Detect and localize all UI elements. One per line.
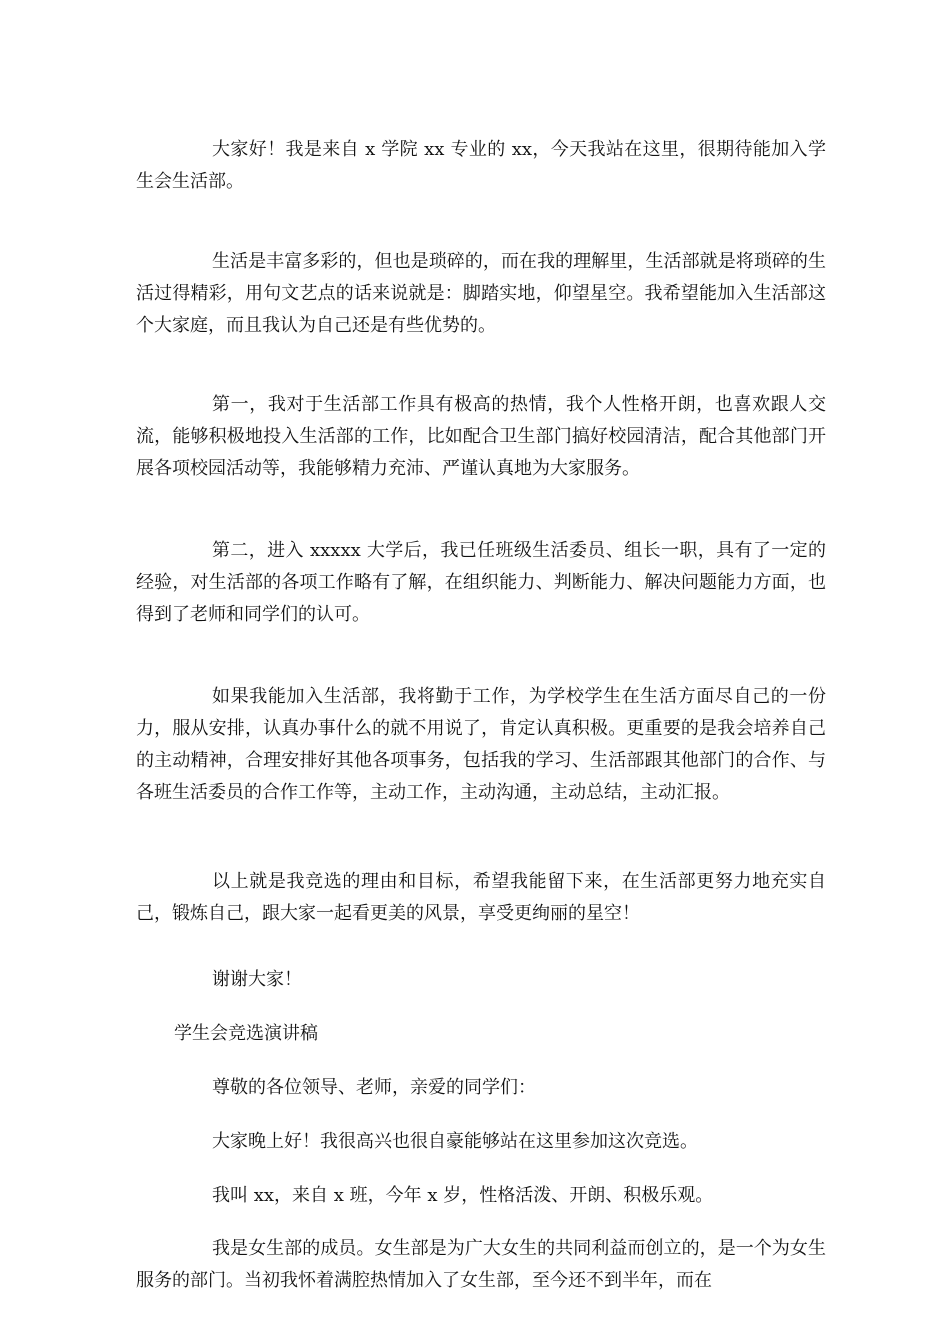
paragraph-department: 我是女生部的成员。女生部是为广大女生的共同利益而创立的，是一个为女生服务的部门。当初我怀着满腔热情加入了女生部，至今还不到半年，而在 [136, 1238, 826, 1291]
paragraph-commitment: 如果我能加入生活部，我将勤于工作，为学校学生在生活方面尽自己的一份力，服从安排，认真办事什么的就不用说了，肯定认真积极。更重要的是我会培养自己的主动精神，合理安排好其他各项事务，包括我的学习、生活部跟其他部门的合作、与各班生活委员的合作工作等，主动工作，主动沟通，主动总结，主动汇报。 [136, 686, 826, 803]
paragraph-life-view: 生活是丰富多彩的，但也是琐碎的，而在我的理解里，生活部就是将琐碎的生活过得精彩，用句文艺点的话来说就是：脚踏实地，仰望星空。我希望能加入生活部这个大家庭，而且我认为自己还是有些优势的。 [136, 251, 826, 336]
paragraph-closing: 以上就是我竞选的理由和目标，希望我能留下来，在生活部更努力地充实自己，锻炼自己，跟大家一起看更美的风景，享受更绚丽的星空！ [136, 871, 826, 924]
paragraph-greeting: 大家好！我是来自 x 学院 xx 专业的 xx，今天我站在这里，很期待能加入学生会生活部。 [136, 139, 826, 192]
paragraph-self-intro: 我叫 xx，来自 x 班，今年 x 岁，性格活泼、开朗、积极乐观。 [212, 1185, 714, 1206]
paragraph-evening-greeting: 大家晚上好！我很高兴也很自豪能够站在这里参加这次竞选。 [212, 1131, 698, 1152]
paragraph-salutation: 尊敬的各位领导、老师，亲爱的同学们： [212, 1077, 536, 1098]
paragraph-first-reason: 第一，我对于生活部工作具有极高的热情，我个人性格开朗，也喜欢跟人交流，能够积极地投入生活部的工作，比如配合卫生部门搞好校园清洁，配合其他部门开展各项校园活动等，我能够精力充沛、严谨认真地为大家服务。 [136, 394, 826, 479]
paragraph-thanks: 谢谢大家！ [212, 969, 302, 990]
paragraph-second-reason: 第二，进入 xxxxx 大学后，我已任班级生活委员、组长一职，具有了一定的经验，对生活部的各项工作略有了解，在组织能力、判断能力、解决问题能力方面，也得到了老师和同学们的认可。 [136, 540, 826, 625]
section-title: 学生会竞选演讲稿 [174, 1023, 318, 1044]
